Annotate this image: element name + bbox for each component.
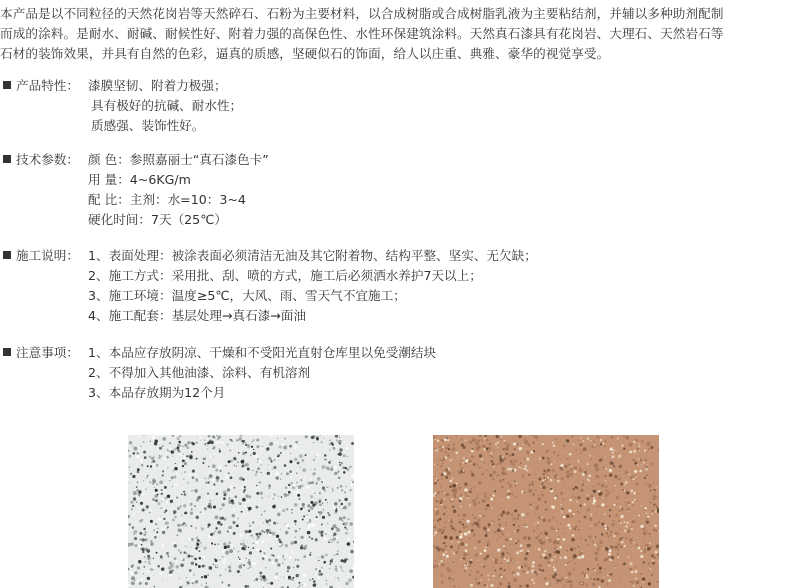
bullet-square-icon: [3, 348, 11, 356]
section-heading: 施工说明：: [16, 248, 79, 263]
section-heading: 产品特性：: [16, 78, 79, 93]
construction-item: 1、表面处理：被涂表面必须清洁无油及其它附着物、结构平整、坚实、无欠缺；: [88, 248, 537, 263]
bullet-square-icon: [3, 251, 11, 259]
note-item: 2、不得加入其他油漆、涂料、有机溶剂: [88, 365, 311, 380]
section-tech: [3, 150, 269, 230]
section-heading: 注意事项：: [16, 345, 79, 360]
intro-line: 本产品是以不同粒径的天然花岗岩等天然碎石、石粉为主要材料，以合成树脂或合成树脂乳液为主要粘结剂，并辅以多种助剂配制: [0, 6, 724, 21]
feature-item: 质感强、装饰性好。: [91, 118, 205, 133]
construction-item: 4、施工配套：基层处理→真石漆→面油: [88, 308, 307, 323]
feature-item: 具有极好的抗碱、耐水性；: [91, 98, 243, 113]
intro-line: 而成的涂料。是耐水、耐碱、耐候性好、附着力强的高保色性、水性环保建筑涂料。天然真石漆具有花岗岩、大理石、天然岩石等: [0, 26, 724, 41]
feature-item: 漆膜坚韧、附着力极强；: [88, 78, 227, 93]
section-features: [3, 76, 243, 136]
construction-item: 2、施工方式：采用批、刮、喷的方式，施工后必须洒水养护7天以上；: [88, 268, 482, 283]
tech-item: 硬化时间：7天（25℃）: [88, 212, 227, 227]
bullet-square-icon: [3, 155, 11, 163]
bullet-square-icon: [3, 81, 11, 89]
intro-paragraph: [0, 4, 790, 64]
section-notes: [3, 343, 437, 403]
tech-item: 配 比：主剂：水=10：3~4: [88, 192, 246, 207]
white-granite-texture: [128, 435, 354, 588]
tech-item: 用 量：4~6KG/m: [88, 172, 191, 187]
brown-granite-swatch-image: [433, 435, 659, 588]
construction-item: 3、施工环境：温度≥5℃，大风、雨、雪天气不宜施工；: [88, 288, 406, 303]
note-item: 3、本品存放期为12个月: [88, 385, 226, 400]
intro-line: 石材的装饰效果，并具有自然的色彩，逼真的质感，坚硬似石的饰面，给人以庄重、典雅、豪华的视觉享受。: [0, 46, 610, 61]
white-granite-swatch-image: [128, 435, 354, 588]
section-heading: 技术参数：: [16, 152, 79, 167]
note-item: 1、本品应存放阴凉、干燥和不受阳光直射仓库里以免受潮结块: [88, 345, 437, 360]
brown-granite-texture: [433, 435, 659, 588]
section-construction: [3, 246, 537, 326]
tech-item: 颜 色：参照嘉丽士“真石漆色卡”: [88, 152, 269, 167]
